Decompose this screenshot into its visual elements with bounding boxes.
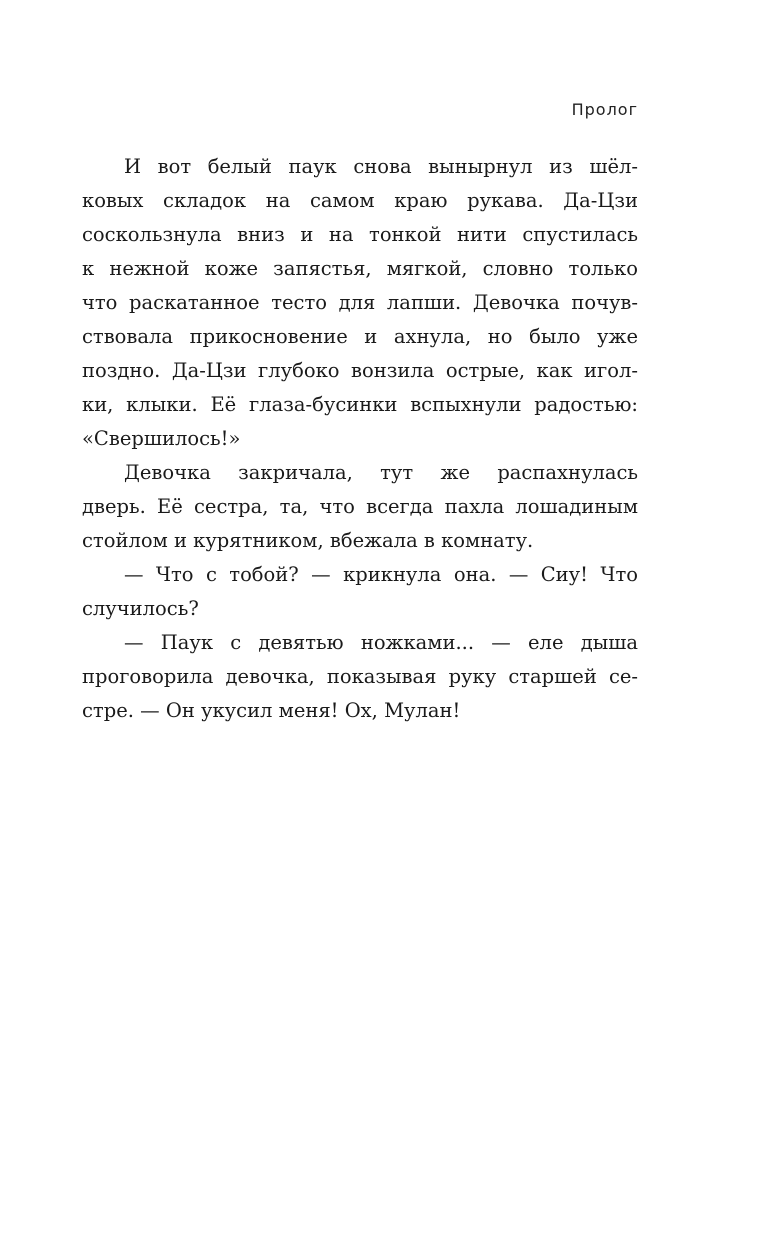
paragraph-1-line-3: соскользнула вниз и на тонкой нити спустилась: [82, 223, 638, 246]
paragraph-1-line-4: к нежной коже запястья, мягкой, словно только: [82, 257, 638, 280]
paragraph-1-line-9: «Свершилось!»: [82, 427, 241, 450]
body-text: [82, 150, 638, 728]
paragraph-4-line-1: — Паук с девятью ножками... — еле дыша: [124, 631, 638, 654]
paragraph-4-line-3: стре. — Он укусил меня! Ох, Мулан!: [82, 699, 461, 722]
paragraph-3-line-2: случилось?: [82, 597, 199, 620]
paragraph-2-line-1: Девочка закричала, тут же распахнулась: [124, 461, 638, 484]
paragraph-1-line-8: ки, клыки. Её глаза-бусинки вспыхнули радостью:: [82, 393, 638, 416]
paragraph-4-line-2: проговорила девочка, показывая руку старшей се-: [82, 665, 638, 688]
paragraph-2-line-2: дверь. Её сестра, та, что всегда пахла лошадиным: [82, 495, 638, 518]
running-head-title: Пролог: [571, 100, 638, 119]
paragraph-1-line-7: поздно. Да-Цзи глубоко вонзила острые, как игол-: [82, 359, 638, 382]
paragraph-1-line-1: И вот белый паук снова вынырнул из шёл-: [124, 155, 638, 178]
paragraph-1-line-2: ковых складок на самом краю рукава. Да-Цзи: [82, 189, 638, 212]
paragraph-2-line-3: стойлом и курятником, вбежала в комнату.: [82, 529, 534, 552]
paragraph-3-line-1: — Что с тобой? — крикнула она. — Сиу! Что: [124, 563, 638, 586]
paragraph-1-line-6: ствовала прикосновение и ахнула, но было уже: [82, 325, 638, 348]
paragraph-1-line-5: что раскатанное тесто для лапши. Девочка почув-: [82, 291, 638, 314]
